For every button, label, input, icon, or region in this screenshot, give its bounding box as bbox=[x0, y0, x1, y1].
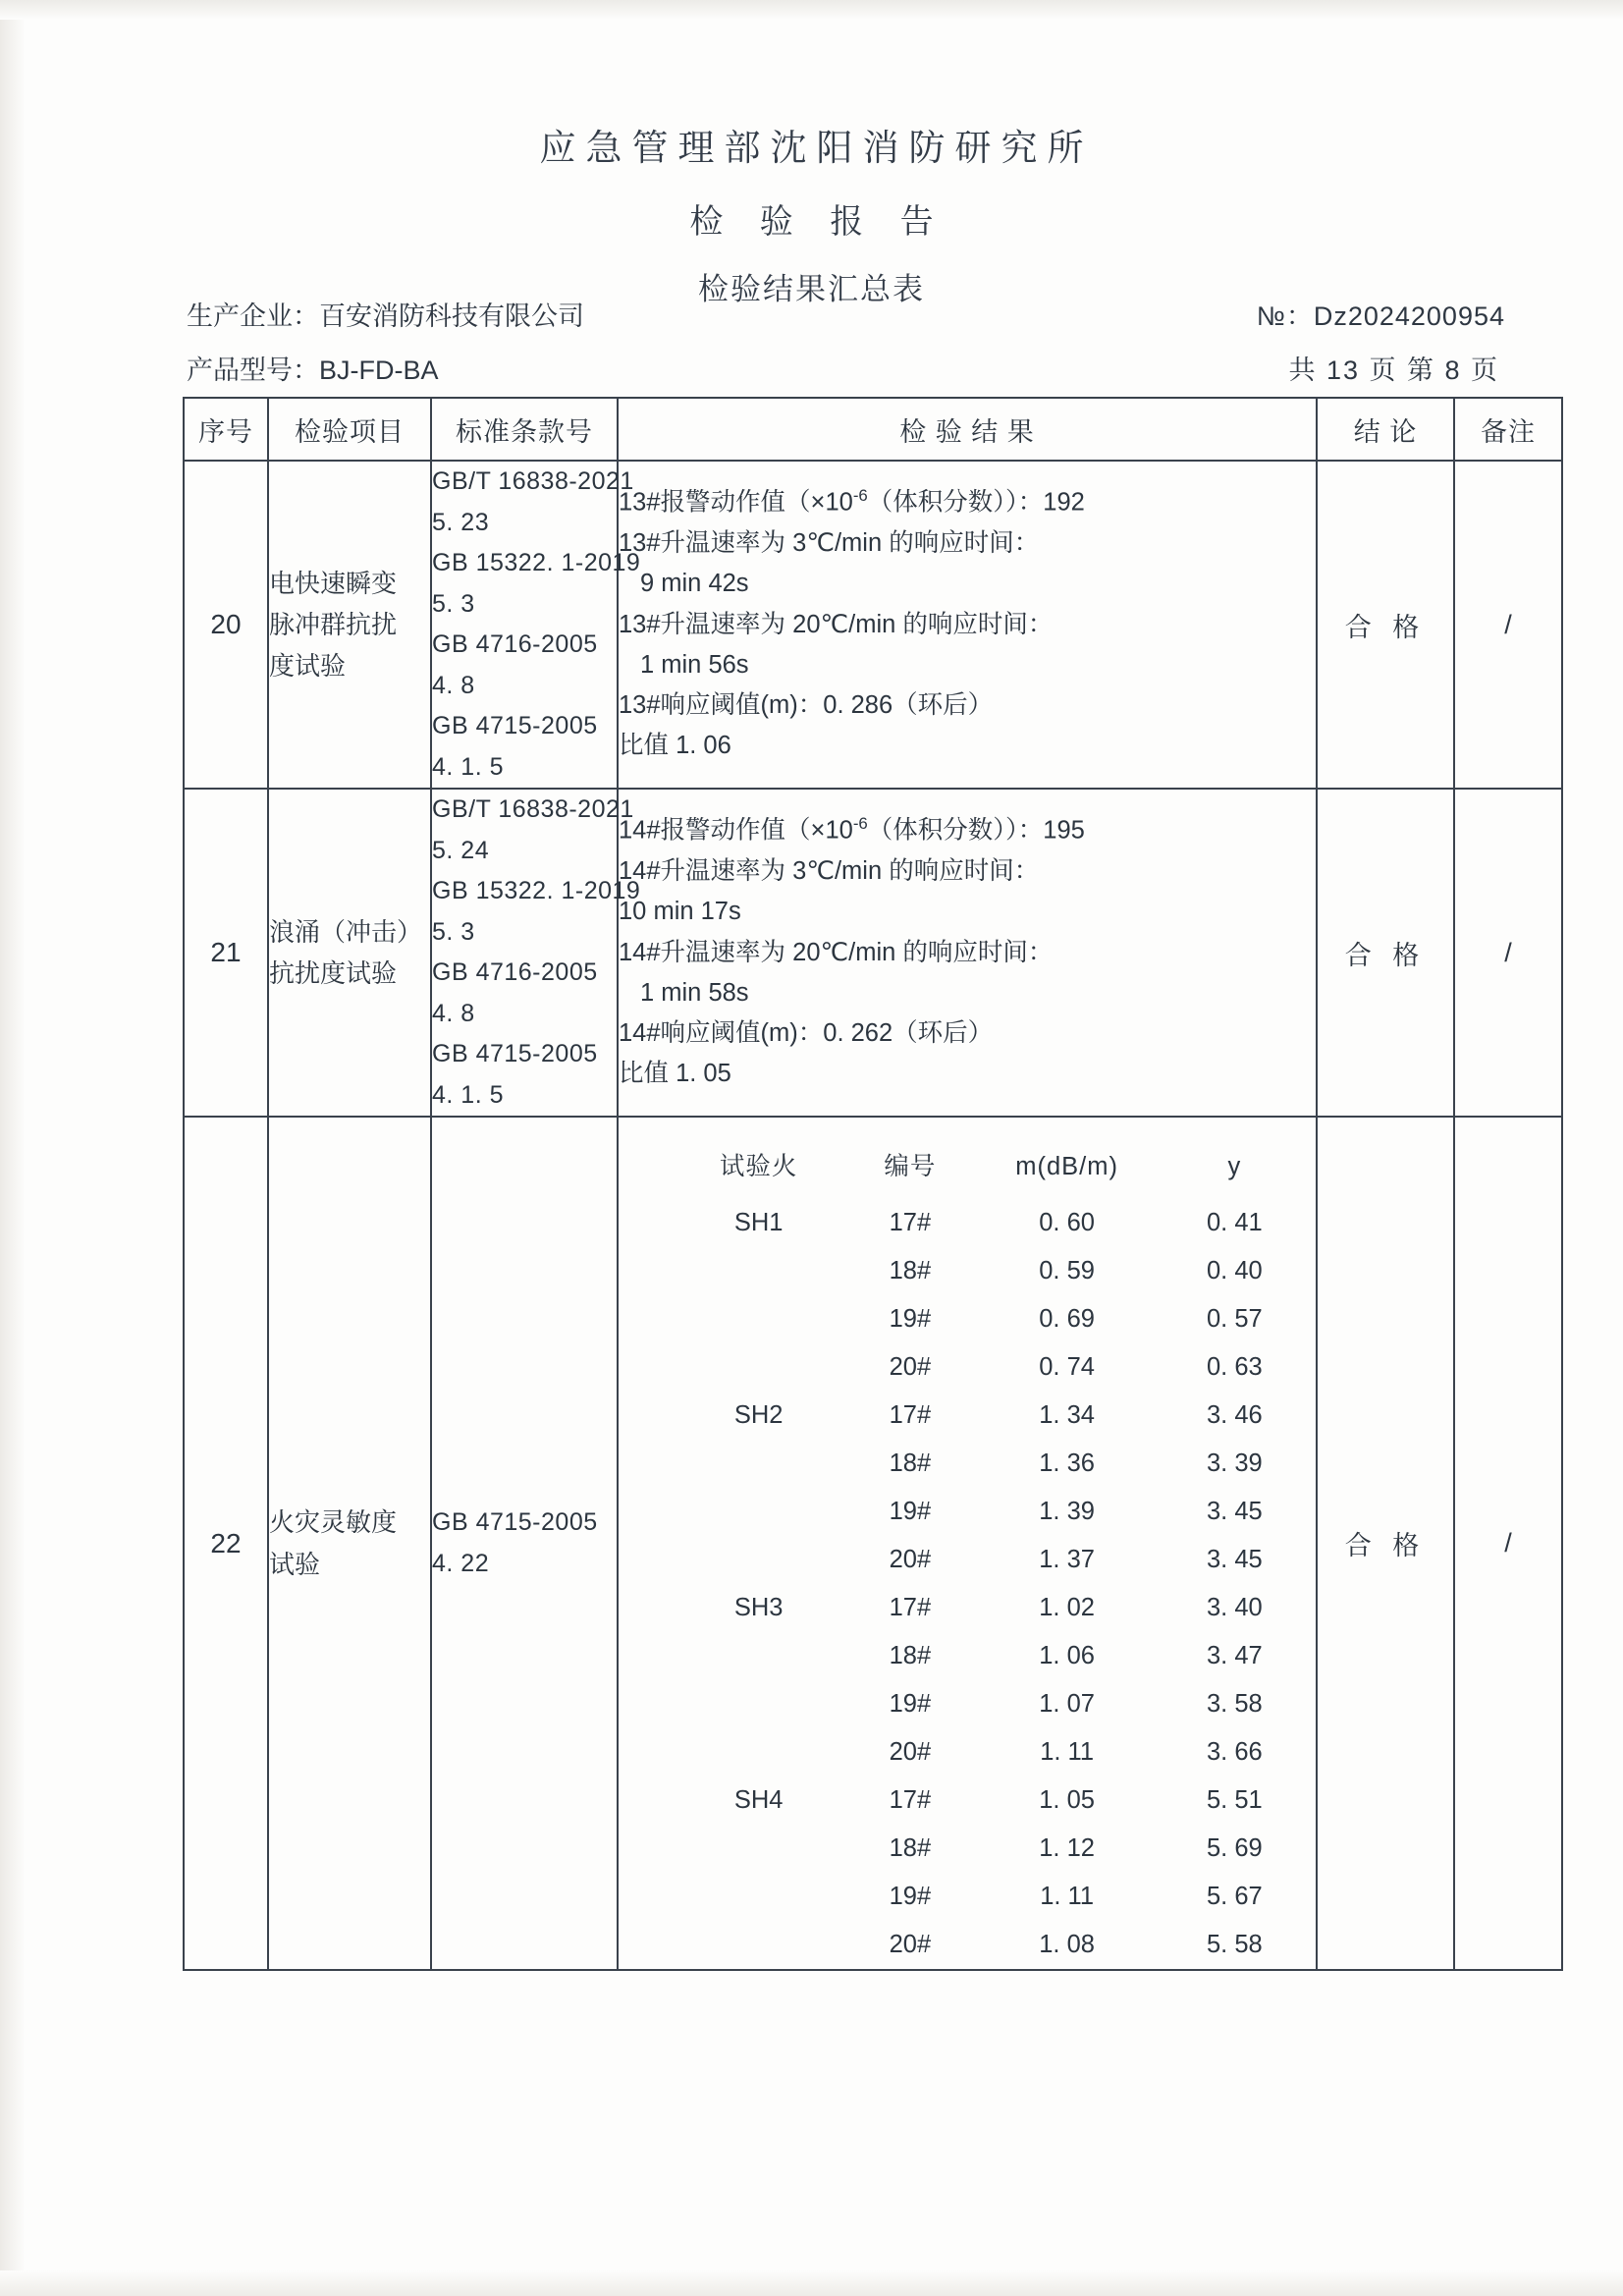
result-line: 13#升温速率为 3℃/min 的响应时间： bbox=[619, 529, 1040, 557]
table-title: 检验结果汇总表 bbox=[698, 272, 925, 306]
standard-line: 5. 3 bbox=[432, 589, 475, 618]
standard-line: GB 4716-2005 bbox=[432, 630, 598, 658]
cell-inspection-result bbox=[618, 789, 1317, 1117]
manufacturer-label: 生产企业：百安消防科技有限公司 bbox=[187, 301, 584, 331]
column-header-item: 检验项目 bbox=[268, 398, 431, 461]
item-line: 浪涌（冲击） bbox=[269, 916, 423, 947]
result-line: 14#升温速率为 3℃/min 的响应时间： bbox=[619, 857, 1040, 885]
cell-inspection-item bbox=[268, 1117, 431, 1970]
fire-grid-header-3: y bbox=[1227, 1152, 1242, 1180]
specimen-id: 19# bbox=[889, 1689, 932, 1718]
cell-remark: / bbox=[1454, 461, 1562, 789]
cell-inspection-result bbox=[618, 461, 1317, 789]
fire-grid-row bbox=[677, 1247, 1316, 1295]
table-row bbox=[184, 789, 1562, 1117]
specimen-id: 18# bbox=[889, 1833, 932, 1862]
item-line: 度试验 bbox=[269, 651, 347, 682]
document-meta bbox=[187, 295, 1505, 403]
cell-row-number: 20 bbox=[184, 461, 268, 789]
m-value: 1. 12 bbox=[1039, 1833, 1095, 1862]
fire-grid-header-0: 试验火 bbox=[719, 1152, 798, 1180]
standard-line: GB 4716-2005 bbox=[432, 958, 598, 986]
y-value: 5. 51 bbox=[1207, 1785, 1263, 1814]
meta-row-model bbox=[187, 349, 1505, 387]
fire-grid-row bbox=[677, 1921, 1316, 1969]
specimen-id: 17# bbox=[889, 1593, 932, 1621]
fire-test-label: SH2 bbox=[733, 1400, 784, 1429]
standard-line: 4. 22 bbox=[432, 1549, 490, 1577]
standard-line: GB/T 16838-2021 bbox=[432, 467, 634, 495]
y-value: 0. 57 bbox=[1207, 1304, 1263, 1333]
cell-standard-clause bbox=[431, 789, 641, 1117]
scan-edge-top bbox=[0, 0, 1623, 20]
organization-title: 应急管理部沈阳消防研究所 bbox=[539, 128, 1094, 168]
fire-test-label bbox=[677, 1536, 839, 1584]
standard-line: GB 15322. 1-2019 bbox=[432, 877, 641, 904]
specimen-id: 20# bbox=[889, 1930, 932, 1958]
y-value: 0. 63 bbox=[1207, 1352, 1263, 1381]
fire-grid-row bbox=[677, 1680, 1316, 1728]
fire-grid-row bbox=[677, 1343, 1316, 1392]
fire-test-label bbox=[677, 1440, 839, 1488]
m-value: 0. 60 bbox=[1039, 1208, 1095, 1236]
m-value: 1. 05 bbox=[1039, 1785, 1095, 1814]
y-value: 5. 58 bbox=[1207, 1930, 1263, 1958]
y-value: 3. 66 bbox=[1207, 1737, 1263, 1766]
cell-inspection-result bbox=[618, 1117, 1317, 1970]
fire-test-label bbox=[677, 1921, 839, 1969]
fire-grid-header-1: 编号 bbox=[884, 1152, 937, 1180]
exponent: -6 bbox=[852, 814, 868, 834]
item-line: 火灾灵敏度 bbox=[269, 1507, 398, 1538]
y-value: 3. 45 bbox=[1207, 1545, 1263, 1573]
column-header-remark: 备注 bbox=[1454, 398, 1562, 461]
fire-test-label bbox=[677, 1728, 839, 1777]
item-line: 脉冲群抗扰 bbox=[269, 609, 398, 639]
fire-grid-row bbox=[677, 1873, 1316, 1921]
specimen-id: 18# bbox=[889, 1641, 932, 1669]
m-value: 1. 39 bbox=[1039, 1497, 1095, 1525]
specimen-id: 18# bbox=[889, 1256, 932, 1285]
fire-test-label bbox=[677, 1247, 839, 1295]
item-line: 电快速瞬变 bbox=[269, 568, 398, 598]
table-row bbox=[184, 1117, 1562, 1970]
item-line: 抗扰度试验 bbox=[269, 958, 398, 988]
specimen-id: 18# bbox=[889, 1449, 932, 1477]
cell-standard-clause bbox=[431, 461, 641, 789]
document-type-title: 检 验 报 告 bbox=[689, 203, 947, 241]
meta-row-manufacturer bbox=[187, 295, 1505, 333]
y-value: 5. 67 bbox=[1207, 1882, 1263, 1910]
m-value: 0. 59 bbox=[1039, 1256, 1095, 1285]
result-line: 10 min 17s bbox=[619, 898, 741, 926]
column-header-no: 序号 bbox=[184, 398, 268, 461]
y-value: 0. 41 bbox=[1207, 1208, 1263, 1236]
cell-conclusion: 合 格 bbox=[1317, 789, 1454, 1117]
fire-grid-row bbox=[677, 1536, 1316, 1584]
column-header-standard: 标准条款号 bbox=[431, 398, 618, 461]
fire-test-label bbox=[677, 1488, 839, 1536]
fire-grid-row bbox=[677, 1777, 1316, 1825]
result-line: 14#报警动作值（$\times 10^{-6}$（体积分数））：195 bbox=[619, 814, 1085, 845]
cell-inspection-item bbox=[268, 789, 431, 1117]
page-indicator: 共 13 页 第 8 页 bbox=[1288, 355, 1499, 385]
cell-remark: / bbox=[1454, 1117, 1562, 1970]
m-value: 1. 07 bbox=[1039, 1689, 1095, 1718]
fire-grid-row bbox=[677, 1199, 1316, 1247]
cell-inspection-item bbox=[268, 461, 431, 789]
result-line: 9 min 42s bbox=[640, 570, 749, 598]
fire-test-label bbox=[677, 1825, 839, 1873]
fire-sensitivity-grid bbox=[677, 1143, 1316, 1969]
y-value: 5. 69 bbox=[1207, 1833, 1263, 1862]
fire-test-label bbox=[677, 1343, 839, 1392]
cell-conclusion: 合 格 bbox=[1317, 1117, 1454, 1970]
scan-edge-left bbox=[0, 0, 26, 2296]
exponent: -6 bbox=[852, 486, 868, 506]
result-line: 13#报警动作值（$\times 10^{-6}$（体积分数））：192 bbox=[619, 486, 1085, 517]
specimen-id: 17# bbox=[889, 1400, 932, 1429]
m-value: 1. 11 bbox=[1040, 1882, 1095, 1910]
inspection-results-table bbox=[183, 397, 1563, 1971]
result-line: 14#升温速率为 20℃/min 的响应时间： bbox=[619, 938, 1054, 966]
fire-grid-row bbox=[677, 1440, 1316, 1488]
result-line: 14#响应阈值(m)：0. 262（环后） bbox=[619, 1019, 994, 1048]
standard-line: GB 4715-2005 bbox=[432, 1508, 598, 1536]
m-value: 0. 74 bbox=[1039, 1352, 1095, 1381]
report-number: №：Dz2024200954 bbox=[1256, 301, 1505, 331]
y-value: 3. 47 bbox=[1207, 1641, 1263, 1669]
specimen-id: 19# bbox=[889, 1497, 932, 1525]
result-line: 比值 1. 05 bbox=[619, 1060, 731, 1088]
cell-row-number: 22 bbox=[184, 1117, 268, 1970]
item-line: 试验 bbox=[269, 1549, 321, 1579]
standard-line: 5. 24 bbox=[432, 836, 490, 864]
y-value: 3. 46 bbox=[1207, 1400, 1263, 1429]
result-line: 1 min 56s bbox=[640, 650, 749, 679]
fire-test-label bbox=[677, 1680, 839, 1728]
fire-test-label: SH1 bbox=[733, 1208, 784, 1236]
y-value: 3. 45 bbox=[1207, 1497, 1263, 1525]
fire-grid-row bbox=[677, 1392, 1316, 1440]
result-line: 比值 1. 06 bbox=[619, 732, 731, 760]
y-value: 3. 58 bbox=[1207, 1689, 1263, 1718]
standard-line: 5. 3 bbox=[432, 917, 475, 946]
table-row bbox=[184, 461, 1562, 789]
column-header-result: 检 验 结 果 bbox=[618, 398, 1317, 461]
fire-grid-header-row bbox=[677, 1143, 1316, 1199]
standard-line: 4. 1. 5 bbox=[432, 1080, 504, 1109]
y-value: 0. 40 bbox=[1207, 1256, 1263, 1285]
m-value: 1. 34 bbox=[1039, 1400, 1095, 1429]
fire-test-label: SH4 bbox=[733, 1785, 784, 1814]
fire-grid-row bbox=[677, 1728, 1316, 1777]
result-line: 13#升温速率为 20℃/min 的响应时间： bbox=[619, 610, 1054, 638]
standard-line: GB 15322. 1-2019 bbox=[432, 549, 641, 576]
fire-grid-row bbox=[677, 1825, 1316, 1873]
fire-grid-row bbox=[677, 1295, 1316, 1343]
cell-conclusion: 合 格 bbox=[1317, 461, 1454, 789]
m-value: 0. 69 bbox=[1039, 1304, 1095, 1333]
standard-line: 5. 23 bbox=[432, 508, 490, 536]
specimen-id: 20# bbox=[889, 1352, 932, 1381]
standard-line: GB/T 16838-2021 bbox=[432, 795, 634, 823]
m-value: 1. 06 bbox=[1039, 1641, 1095, 1669]
specimen-id: 19# bbox=[889, 1304, 932, 1333]
fire-test-label: SH3 bbox=[733, 1593, 784, 1621]
m-value: 1. 02 bbox=[1039, 1593, 1095, 1621]
product-model-label: 产品型号：BJ-FD-BA bbox=[187, 355, 439, 385]
scan-edge-bottom bbox=[0, 2270, 1623, 2296]
table-header-row bbox=[184, 398, 1562, 461]
specimen-id: 19# bbox=[889, 1882, 932, 1910]
specimen-id: 17# bbox=[889, 1785, 932, 1814]
specimen-id: 17# bbox=[889, 1208, 932, 1236]
fire-grid-row bbox=[677, 1632, 1316, 1680]
standard-line: 4. 8 bbox=[432, 999, 475, 1027]
fire-grid-header-2: m(dB/m) bbox=[1015, 1152, 1118, 1180]
specimen-id: 20# bbox=[889, 1737, 932, 1766]
fire-test-label bbox=[677, 1632, 839, 1680]
result-line: 13#响应阈值(m)：0. 286（环后） bbox=[619, 691, 994, 720]
fire-test-label bbox=[677, 1873, 839, 1921]
m-value: 1. 08 bbox=[1039, 1930, 1095, 1958]
m-value: 1. 11 bbox=[1040, 1737, 1095, 1766]
y-value: 3. 39 bbox=[1207, 1449, 1263, 1477]
cell-remark: / bbox=[1454, 789, 1562, 1117]
standard-line: GB 4715-2005 bbox=[432, 1040, 598, 1067]
standard-line: 4. 8 bbox=[432, 671, 475, 699]
standard-line: GB 4715-2005 bbox=[432, 712, 598, 739]
fire-grid-row bbox=[677, 1584, 1316, 1632]
cell-standard-clause bbox=[431, 1117, 618, 1970]
document-header bbox=[0, 118, 1623, 308]
m-value: 1. 37 bbox=[1039, 1545, 1095, 1573]
result-line: 1 min 58s bbox=[640, 978, 749, 1007]
fire-grid-row bbox=[677, 1488, 1316, 1536]
y-value: 3. 40 bbox=[1207, 1593, 1263, 1621]
specimen-id: 20# bbox=[889, 1545, 932, 1573]
standard-line: 4. 1. 5 bbox=[432, 752, 504, 781]
cell-row-number: 21 bbox=[184, 789, 268, 1117]
column-header-conclusion: 结 论 bbox=[1317, 398, 1454, 461]
m-value: 1. 36 bbox=[1039, 1449, 1095, 1477]
fire-test-label bbox=[677, 1295, 839, 1343]
